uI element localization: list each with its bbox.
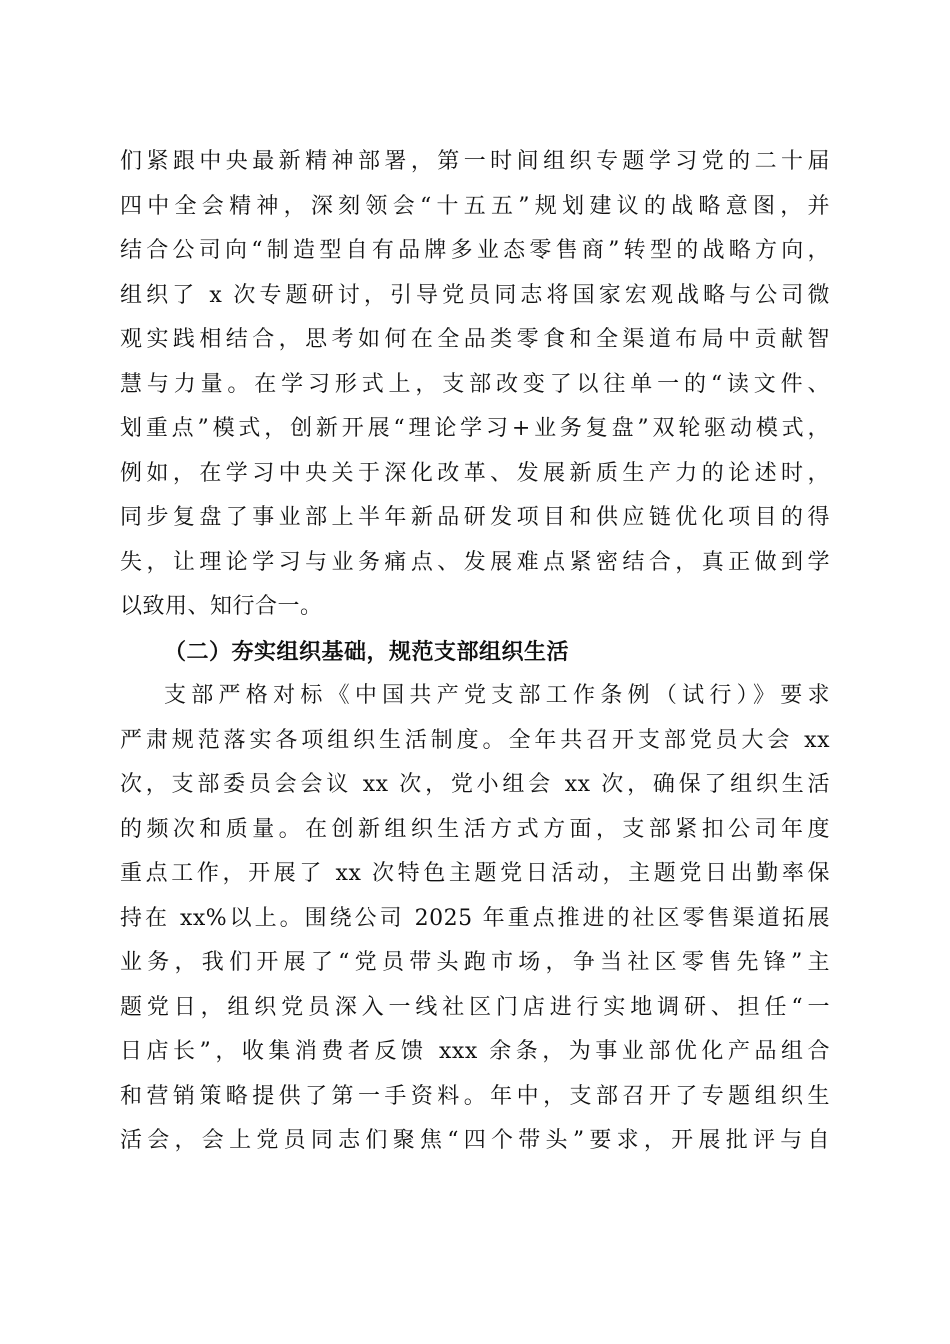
text-line: 题党日，组织党员深入一线社区门店进行实地调研、担任“一: [120, 994, 830, 1020]
text-line: 结合公司向“制造型自有品牌多业态零售商”转型的战略方向，: [120, 238, 830, 263]
text-line: 观实践相结合，思考如何在全品类零食和全渠道布局中贡献智: [120, 327, 830, 352]
text-line: 和营销策略提供了第一手资料。年中，支部召开了专题组织生: [120, 1083, 830, 1109]
text-line: 支部严格对标《中国共产党支部工作条例（试行）》要求: [164, 683, 830, 708]
text-line: 们紧跟中央最新精神部署，第一时间组织专题学习党的二十届: [120, 149, 830, 174]
text-line: 日店长”，收集消费者反馈 xxx 余条，为事业部优化产品组合: [120, 1039, 830, 1064]
text-line: 例如，在学习中央关于深化改革、发展新质生产力的论述时，: [120, 460, 830, 486]
text-line: 同步复盘了事业部上半年新品研发项目和供应链优化项目的得: [120, 505, 830, 530]
text-line: 业务，我们开展了“党员带头跑市场，争当社区零售先锋”主: [120, 950, 830, 975]
text-line: 次，支部委员会会议 xx 次，党小组会 xx 次，确保了组织生活: [120, 772, 830, 797]
text-line: 严肃规范落实各项组织生活制度。全年共召开支部党员大会 xx: [120, 727, 830, 753]
text-line: 慧与力量。在学习形式上，支部改变了以往单一的“读文件、: [120, 371, 830, 397]
text-line: 活会，会上党员同志们聚焦“四个带头”要求，开展批评与自: [120, 1128, 830, 1153]
text-line: 组织了 x 次专题研讨，引导党员同志将国家宏观战略与公司微: [120, 282, 830, 308]
paragraph-2: [120, 674, 830, 1164]
text-line: 持在 xx%以上。围绕公司 2025 年重点推进的社区零售渠道拓展: [120, 905, 830, 931]
text-line: 以致用、知行合一。: [120, 594, 323, 619]
section-heading: （二）夯实组织基础，规范支部组织生活: [164, 638, 570, 665]
text-line: 失，让理论学习与业务痛点、发展难点紧密结合，真正做到学: [120, 549, 830, 575]
paragraph-1: [120, 140, 830, 630]
text-line: 划重点”模式，创新开展“理论学习+业务复盘”双轮驱动模式，: [120, 416, 830, 441]
text-line: 重点工作，开展了 xx 次特色主题党日活动，主题党日出勤率保: [120, 861, 830, 886]
text-line: 四中全会精神，深刻领会“十五五”规划建议的战略意图，并: [120, 193, 830, 219]
text-line: 的频次和质量。在创新组织生活方式方面，支部紧扣公司年度: [120, 816, 830, 842]
document-body: [120, 140, 830, 1164]
